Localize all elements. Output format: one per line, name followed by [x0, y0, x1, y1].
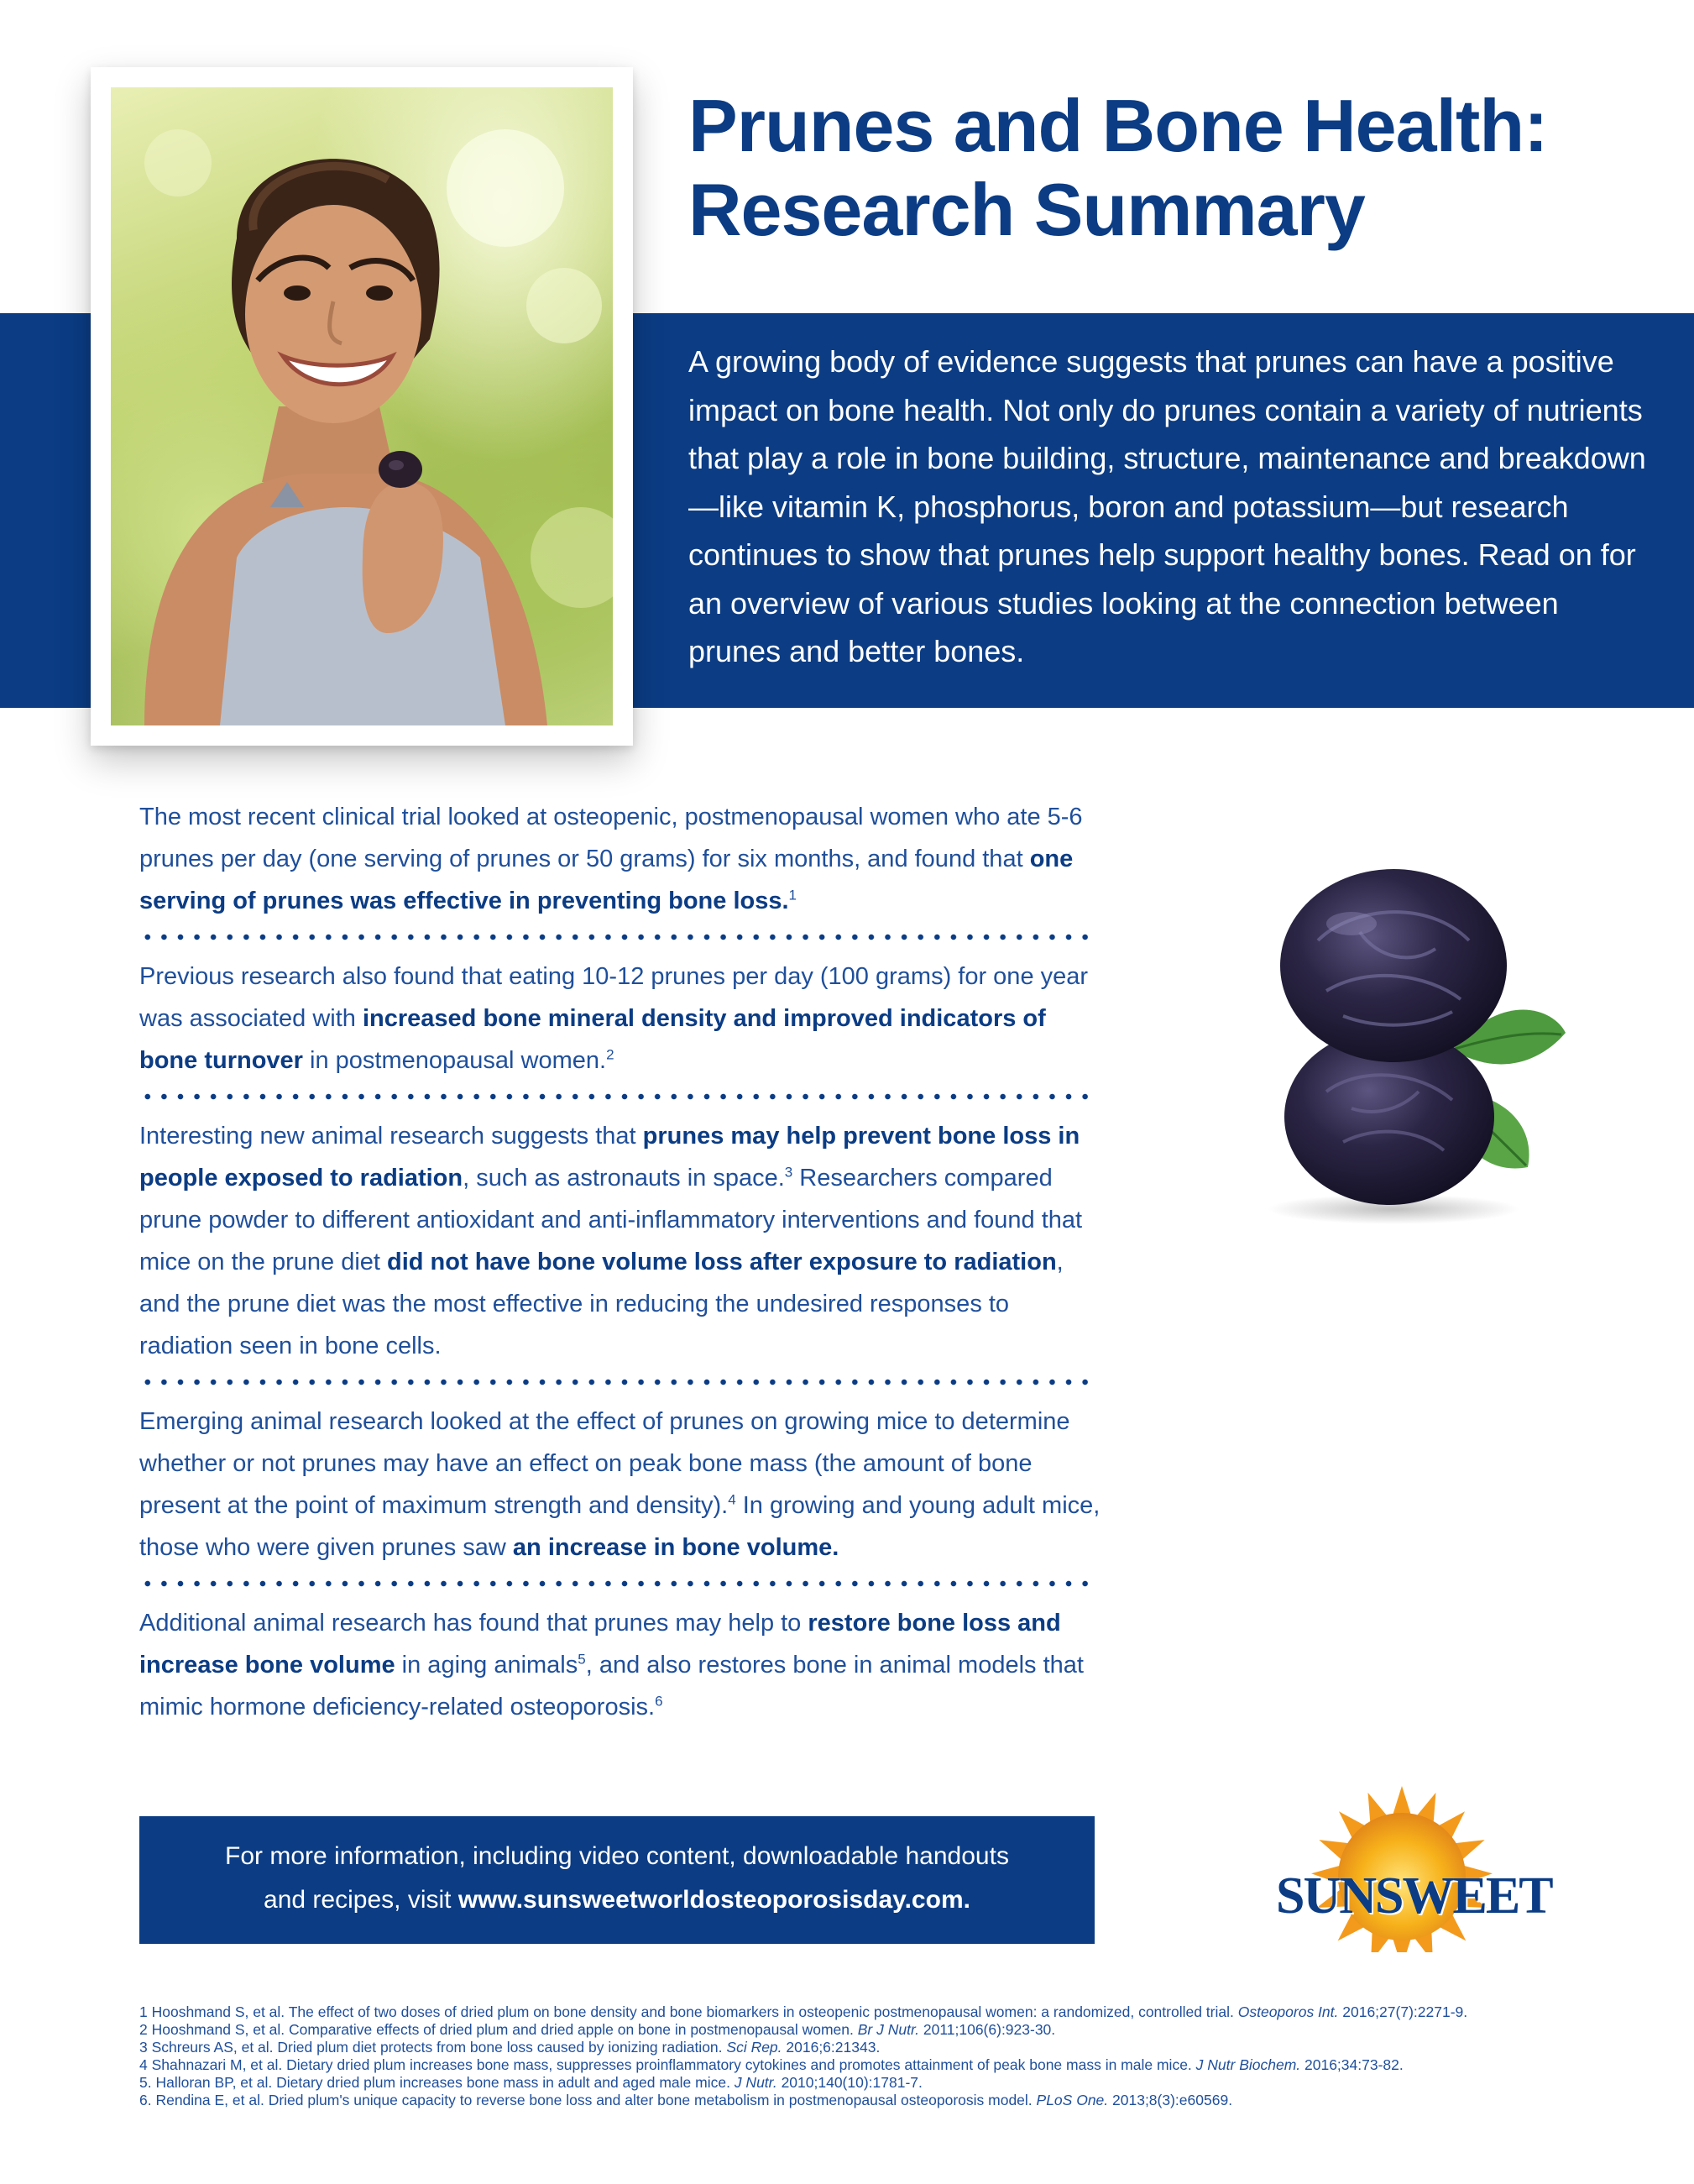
p3-highlight-1: prunes may help prevent bone loss in people exposed to radiation: [139, 1123, 1080, 1192]
logo-wordmark: SUNSWEET: [1276, 1867, 1552, 1925]
footnote-text: 1 Hooshmand S, et al. The effect of two doses of dried plum on bone density and bone biomarkers in osteopenic postmenopausal women: a randomized, controlled trial.: [139, 2003, 1238, 2020]
p4-text: Emerging animal research looked at the effect of prunes on growing mice to determine whether or not prunes may have an effect on peak bone mass (the amount of bone present at the point of maximum strength and density).: [139, 1408, 1070, 1519]
prunes-image: [1251, 840, 1570, 1226]
p5-footnote-ref-2: 6: [655, 1693, 663, 1710]
p3-text-4: , and the prune diet was the most effective in reducing the undesired responses to radiation seen in bone cells.: [139, 1249, 1064, 1359]
footnote-cite: 2016;27(7):2271-9.: [1338, 2003, 1468, 2020]
p5-text-3: , and also restores bone in animal models that mimic hormone deficiency-related osteoporosis.: [139, 1652, 1084, 1720]
title-line-2: Research Summary: [688, 168, 1365, 251]
footnote-text: 6. Rendina E, et al. Dried plum's unique capacity to reverse bone loss and alter bone metabolism in postmenopausal osteoporosis model.: [139, 2092, 1037, 2108]
footnote-text: 3 Schreurs AS, et al. Dried plum diet protects from bone loss caused by ionizing radiation.: [139, 2039, 727, 2056]
woman-eating-prune-photo: [111, 87, 613, 725]
sunsweet-logo: [1268, 1776, 1552, 1952]
footnote: [139, 2003, 1667, 2021]
p2-text: Previous research also found that eating 10-12 prunes per day (100 grams) for one year was associated with: [139, 963, 1089, 1032]
p2-footnote-ref: 2: [606, 1046, 614, 1063]
footnote-text: 5. Halloran BP, et al. Dietary dried plum increases bone mass in adult and aged male mice.: [139, 2074, 735, 2091]
p5-text-2: in aging animals: [395, 1652, 578, 1679]
p3-footnote-ref: 3: [784, 1164, 793, 1181]
p3-text-3: Researchers compared prune powder to different antioxidant and anti-inflammatory interventions and found that mice on the prune diet: [139, 1165, 1083, 1275]
footnote-journal: J Nutr Biochem.: [1195, 2056, 1301, 2073]
cta-line-1: For more information, including video content, downloadable handouts: [225, 1842, 1009, 1870]
footnote: [139, 2039, 1667, 2056]
footnote-cite: 2010;140(10):1781-7.: [776, 2074, 923, 2091]
dotted-divider: [139, 1379, 1098, 1385]
footnote-journal: Sci Rep.: [726, 2039, 782, 2056]
p4-highlight: an increase in bone volume.: [512, 1534, 839, 1561]
p3-text: Interesting new animal research suggests that: [139, 1123, 643, 1150]
footnote-journal: Osteoporos Int.: [1237, 2003, 1339, 2020]
p4-footnote-ref: 4: [728, 1491, 736, 1508]
intro-paragraph: A growing body of evidence suggests that prunes can have a positive impact on bone health. Not only do prunes contain a variety of nutrients that play a role in bone building, structure, maintenance and breakdown—like vitamin K, phosphorus, boron and potassium—but research continues to show that prunes help support healthy bones. Read on for an overview of various studies looking at the connection between prunes and better bones.: [688, 344, 1646, 668]
cta-line-2: [139, 1878, 1095, 1922]
p2-highlight: increased bone mineral density and improved indicators of bone turnover: [139, 1005, 1046, 1074]
footnote-text: 2 Hooshmand S, et al. Comparative effects of dried plum and dried apple on bone in postmenopausal women.: [139, 2021, 858, 2038]
p1-footnote-ref: 1: [788, 887, 797, 903]
footnotes: [139, 2003, 1667, 2109]
footnote-cite: 2016;6:21343.: [782, 2039, 881, 2056]
footnote-cite: 2013;8(3):e60569.: [1108, 2092, 1233, 2108]
footnote: [139, 2056, 1667, 2074]
website-link[interactable]: www.sunsweetworldosteoporosisday.com.: [457, 1886, 970, 1914]
footnote: [139, 2074, 1667, 2092]
summary-paragraph-1: [139, 796, 1105, 922]
photo-illustration: [111, 87, 613, 725]
summary-paragraph-4: [139, 1401, 1105, 1569]
p5-footnote-ref-1: 5: [578, 1651, 586, 1668]
summary-paragraph-5: [139, 1602, 1105, 1728]
p5-highlight: restore bone loss and increase bone volume: [139, 1610, 1061, 1679]
cta-line-2-prefix: and recipes, visit: [264, 1886, 458, 1914]
p1-highlight: one serving of prunes was effective in preventing bone loss.: [139, 846, 1074, 914]
dotted-divider: [139, 934, 1098, 940]
dotted-divider: [139, 1093, 1098, 1100]
p3-highlight-2: did not have bone volume loss after exposure to radiation: [387, 1249, 1057, 1275]
footnote: [139, 2021, 1667, 2039]
title-line-1: Prunes and Bone Health:: [688, 84, 1548, 167]
p4-text-2: In growing and young adult mice, those who were given prunes saw: [139, 1492, 1101, 1561]
more-info-box: [139, 1816, 1095, 1944]
footnote: [139, 2092, 1667, 2109]
photo-frame: [91, 67, 633, 746]
footnote-text: 4 Shahnazari M, et al. Dietary dried plum increases bone mass, suppresses proinflammatory cytokines and promotes attainment of peak bone mass in male mice.: [139, 2056, 1196, 2073]
footnote-cite: 2011;106(6):923-30.: [919, 2021, 1056, 2038]
footnote-journal: J Nutr.: [734, 2074, 777, 2091]
research-summaries: [139, 796, 1105, 1728]
dotted-divider: [139, 1580, 1098, 1587]
page-title: [688, 84, 1654, 252]
footnote-journal: PLoS One.: [1036, 2092, 1109, 2108]
p3-text-2: , such as astronauts in space.: [463, 1165, 785, 1192]
p5-text: Additional animal research has found that prunes may help to: [139, 1610, 808, 1637]
summary-paragraph-2: [139, 956, 1105, 1082]
footnote-cite: 2016;34:73-82.: [1300, 2056, 1404, 2073]
footnote-journal: Br J Nutr.: [857, 2021, 919, 2038]
p1-text: The most recent clinical trial looked at osteopenic, postmenopausal women who ate 5-6 prunes per day (one serving of prunes or 50 grams) for six months, and found that: [139, 804, 1083, 872]
summary-paragraph-3: [139, 1115, 1105, 1367]
p2-text-end: in postmenopausal women.: [302, 1047, 607, 1074]
